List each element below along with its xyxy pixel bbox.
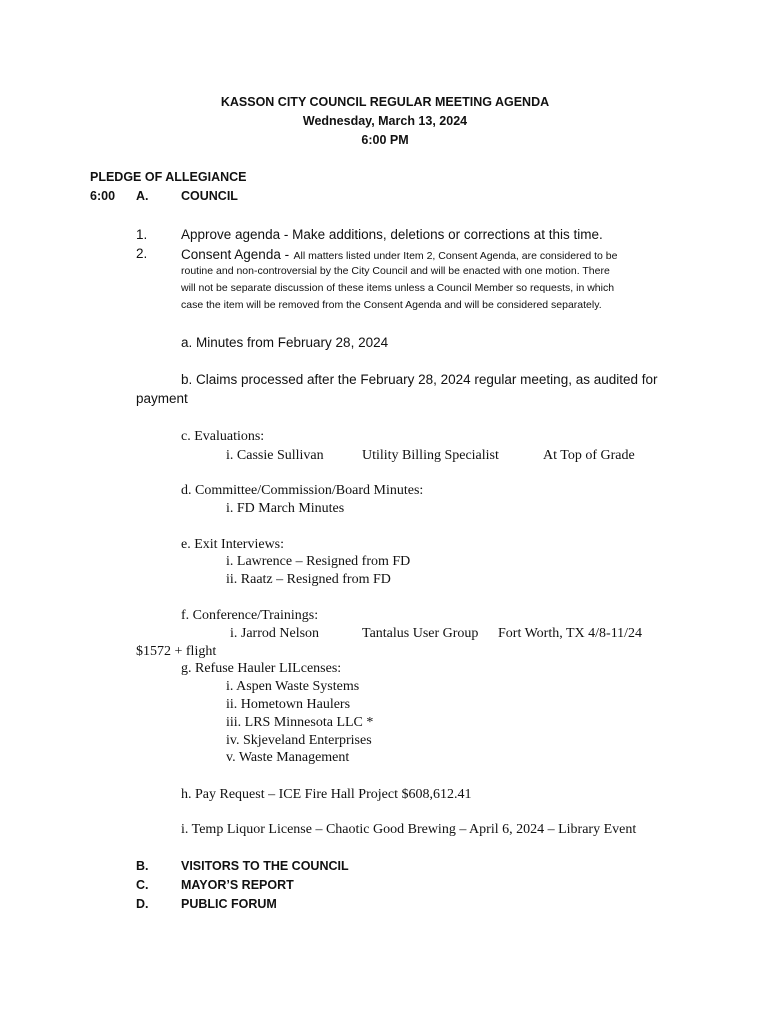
training-event: Tantalus User Group [362, 626, 479, 641]
section-b-letter: B. [136, 859, 149, 873]
item-1-number: 1. [136, 227, 148, 242]
item-2-line-4: case the item will be removed from the Consent Agenda and will be considered separately. [181, 299, 602, 311]
consent-b-claims: b. Claims processed after the February 28, 2024 regular meeting, as audited for [181, 372, 658, 387]
consent-h-pay-request: h. Pay Request – ICE Fire Hall Project $608,612.41 [181, 787, 472, 802]
consent-i-liquor-license: i. Temp Liquor License – Chaotic Good Brewing – April 6, 2024 – Library Event [181, 822, 637, 837]
consent-f-heading: f. Conference/Trainings: [181, 608, 319, 623]
meeting-date: Wednesday, March 13, 2024 [302, 114, 468, 128]
consent-agenda-lead: Consent Agenda - [181, 247, 290, 262]
hauler-item: ii. Hometown Haulers [226, 697, 351, 712]
consent-d-heading: d. Committee/Commission/Board Minutes: [181, 483, 424, 498]
training-attendee: i. Jarrod Nelson [230, 626, 320, 641]
consent-c-heading: c. Evaluations: [181, 429, 265, 444]
pledge-heading: PLEDGE OF ALLEGIANCE [90, 170, 247, 184]
section-d-title: PUBLIC FORUM [181, 897, 277, 911]
consent-e-item: ii. Raatz – Resigned from FD [226, 572, 391, 587]
section-d-letter: D. [136, 897, 149, 911]
evaluation-role: Utility Billing Specialist [362, 448, 499, 463]
item-2-line-3: will not be separate discussion of these items unless a Council Member so requests, in which [181, 282, 615, 294]
training-cost: $1572 + flight [136, 644, 217, 659]
consent-agenda-desc: All matters listed under Item 2, Consent Agenda, are considered to be [293, 250, 618, 262]
consent-g-heading: g. Refuse Hauler LILcenses: [181, 661, 342, 676]
evaluation-name: i. Cassie Sullivan [226, 448, 324, 463]
section-a-letter: A. [136, 189, 149, 203]
consent-e-heading: e. Exit Interviews: [181, 537, 285, 552]
consent-b-claims-cont: payment [136, 391, 188, 406]
section-a-title: COUNCIL [181, 189, 238, 203]
hauler-item: i. Aspen Waste Systems [226, 679, 360, 694]
item-2-number: 2. [136, 246, 148, 261]
section-c-letter: C. [136, 878, 149, 892]
hauler-item: iii. LRS Minnesota LLC * [226, 715, 374, 730]
section-a-time: 6:00 [90, 189, 116, 203]
hauler-item: v. Waste Management [226, 750, 350, 765]
item-2-line-1 [181, 246, 617, 264]
evaluation-status: At Top of Grade [543, 448, 635, 463]
hauler-item: iv. Skjeveland Enterprises [226, 733, 372, 748]
consent-e-item: i. Lawrence – Resigned from FD [226, 554, 411, 569]
item-2-line-2: routine and non-controversial by the City Council and will be enacted with one motion. There [181, 265, 610, 277]
meeting-time: 6:00 PM [361, 133, 409, 147]
training-location: Fort Worth, TX 4/8-11/24 [498, 626, 643, 641]
consent-a-minutes: a. Minutes from February 28, 2024 [181, 335, 389, 350]
consent-d-item: i. FD March Minutes [226, 501, 345, 516]
section-c-title: MAYOR’S REPORT [181, 878, 294, 892]
agenda-title: KASSON CITY COUNCIL REGULAR MEETING AGENDA [220, 95, 550, 109]
item-1-text: Approve agenda - Make additions, deletions or corrections at this time. [181, 227, 603, 242]
section-b-title: VISITORS TO THE COUNCIL [181, 859, 349, 873]
